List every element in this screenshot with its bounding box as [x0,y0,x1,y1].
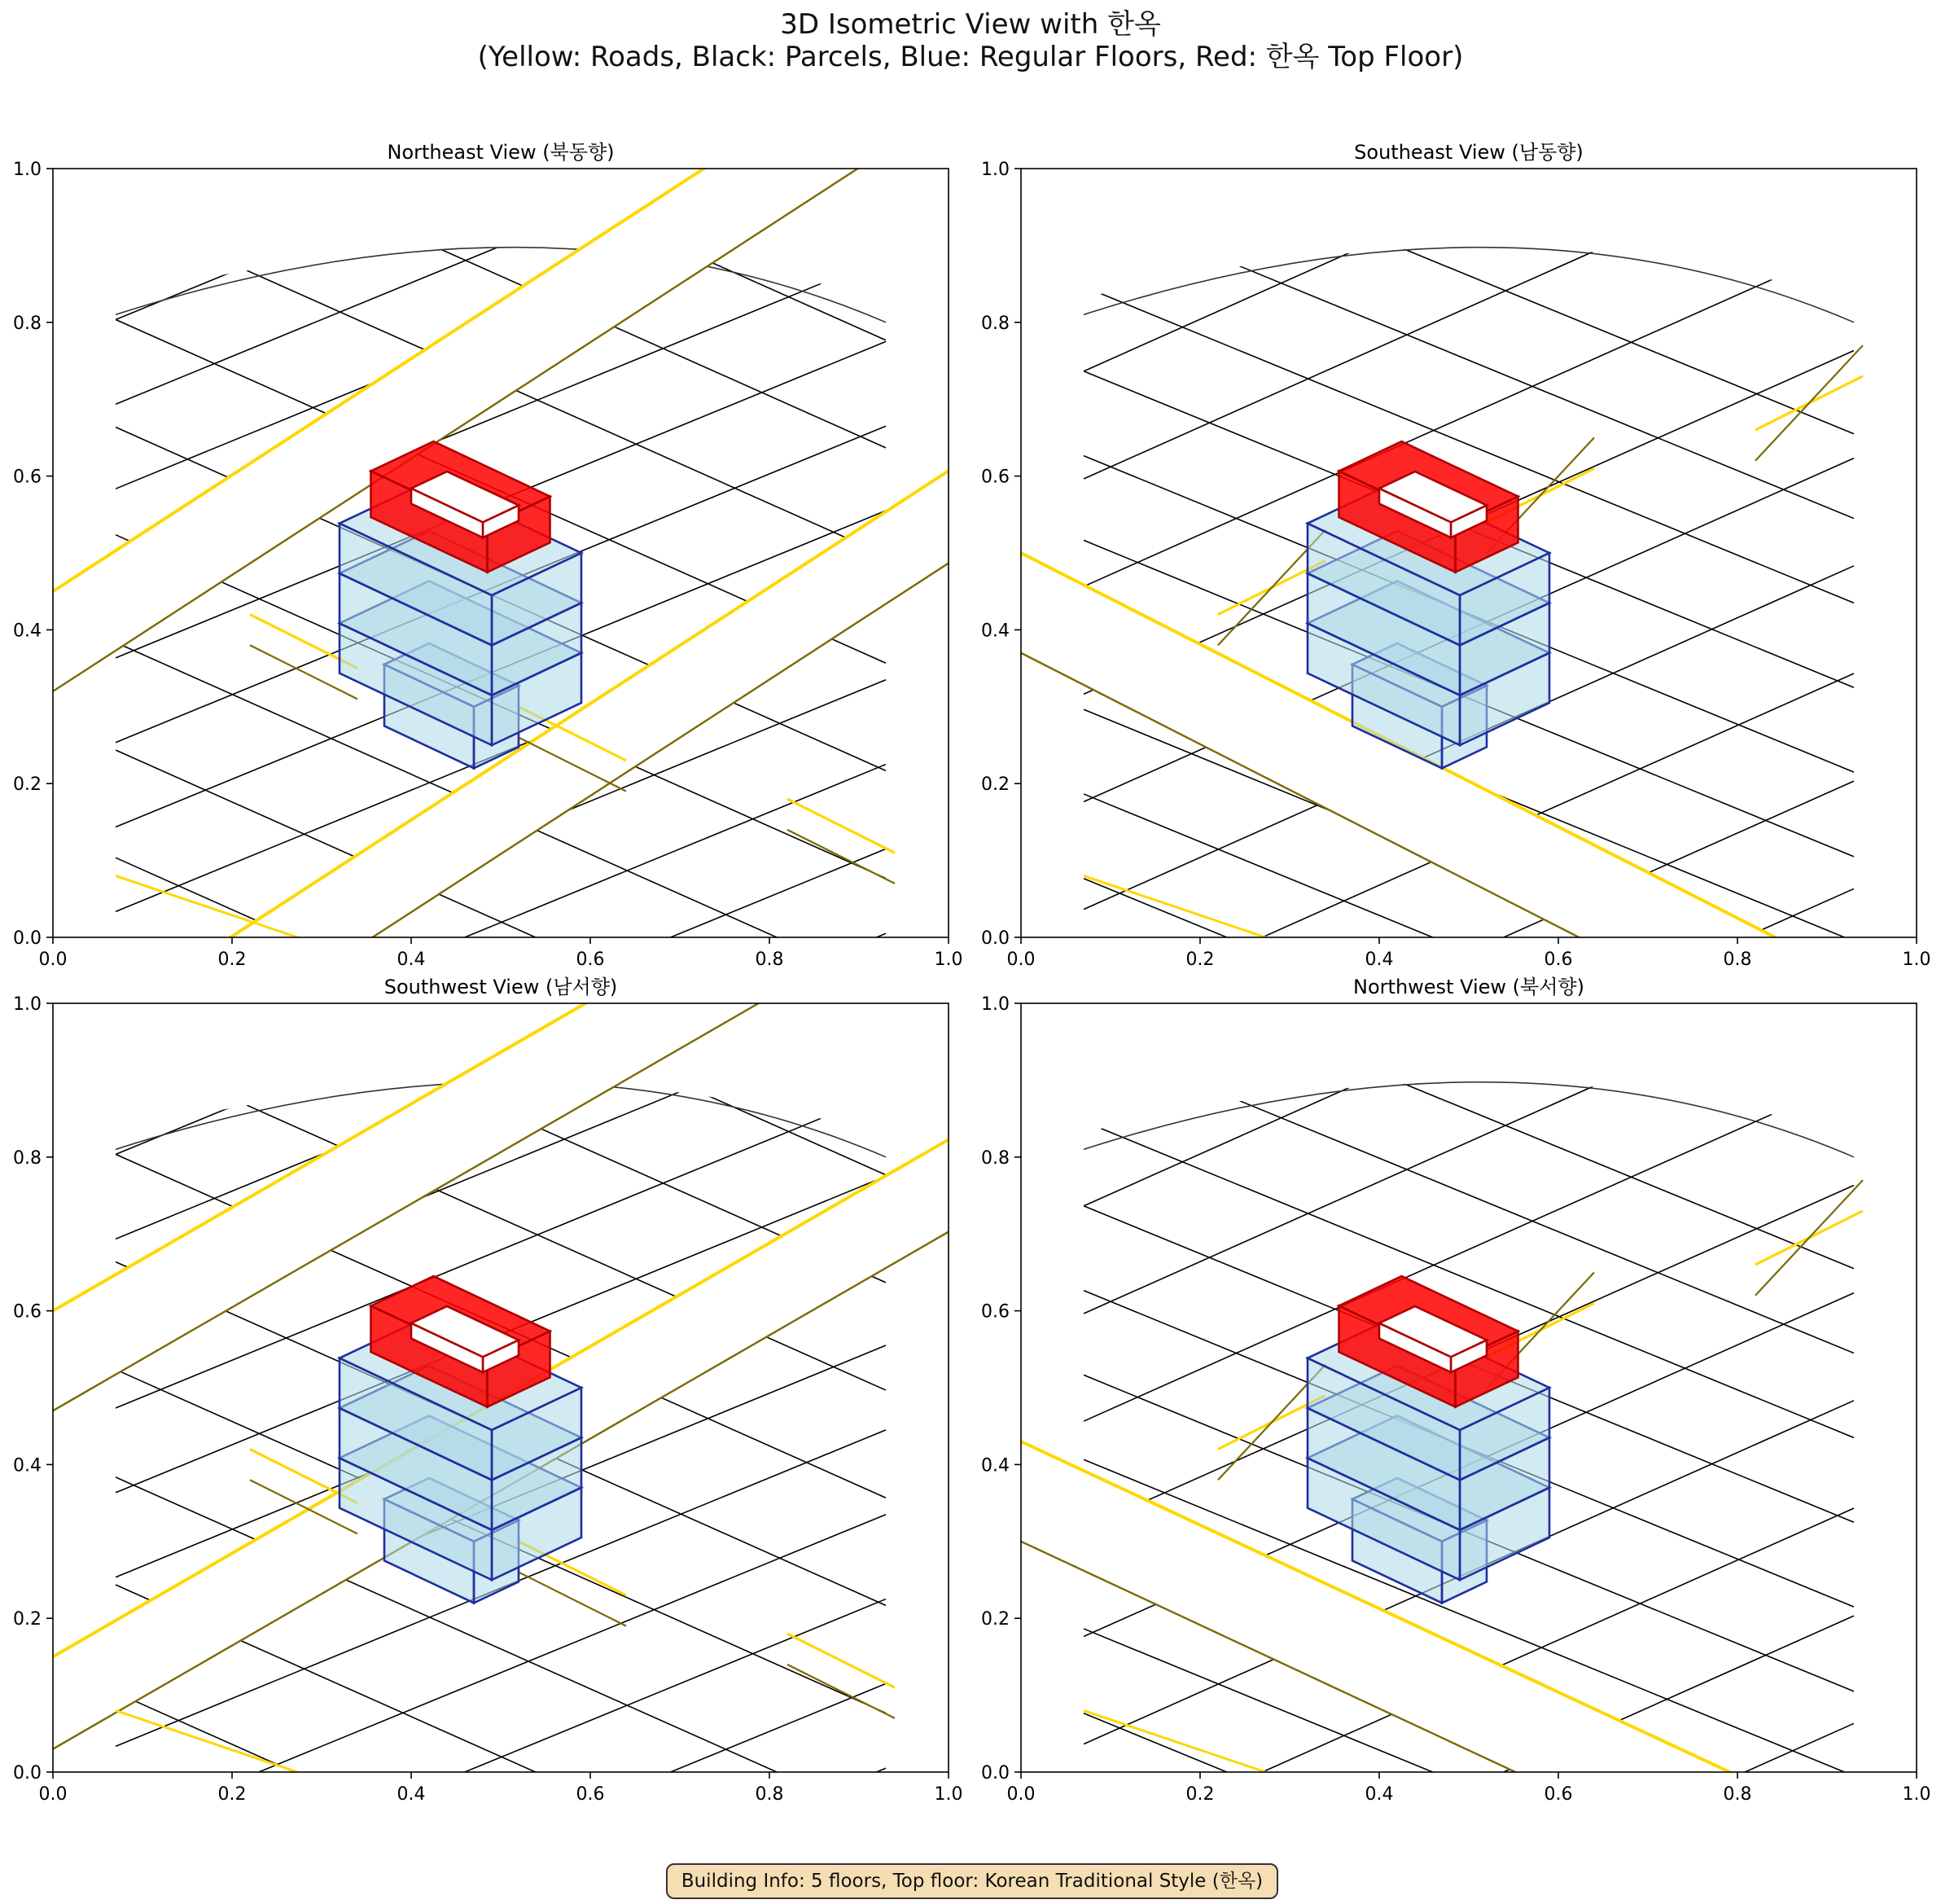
y-tick-label: 1.0 [13,160,42,180]
x-tick-label: 0.6 [576,1784,605,1805]
panel-title: Southeast View (남동향) [1354,141,1584,164]
y-tick-label: 0.8 [981,313,1010,334]
y-tick-label: 1.0 [981,994,1010,1015]
y-tick-label: 0.6 [13,1301,42,1323]
x-tick-label: 1.0 [1902,950,1931,970]
panel-title: Southwest View (남서향) [383,976,618,998]
side-road [787,830,895,884]
x-tick-label: 0.8 [755,1784,784,1805]
x-tick-label: 0.4 [1365,1784,1394,1805]
side-road [116,1710,411,1810]
parcel-line [1084,0,1854,156]
figure-subtitle: (Yellow: Roads, Black: Parcels, Blue: Regular Floors, Red: 한옥 Top Floor) [477,41,1464,73]
parcel-line [116,0,886,151]
x-tick-label: 0.0 [1006,1784,1036,1805]
panel-title: Northeast View (북동향) [387,141,615,164]
y-tick-label: 0.4 [13,621,42,642]
y-tick-label: 0.2 [13,774,42,796]
x-tick-label: 0.4 [1365,950,1394,970]
parcel-line [1084,0,1854,48]
x-tick-label: 0.4 [397,950,426,970]
y-tick-label: 1.0 [13,994,42,1015]
parcel-line [1084,952,1854,1268]
y-tick-label: 0.8 [13,313,42,334]
x-tick-label: 0.8 [1723,950,1752,970]
y-tick-label: 0.4 [13,1455,42,1476]
y-tick-label: 0.6 [981,467,1010,488]
x-tick-label: 0.4 [397,1784,426,1805]
x-tick-label: 0.6 [576,950,605,970]
x-tick-label: 0.0 [1006,950,1036,970]
x-tick-label: 0.0 [38,1784,68,1805]
x-tick-label: 0.2 [217,950,247,970]
side-road [1755,1180,1863,1296]
x-tick-label: 1.0 [934,1784,963,1805]
y-tick-label: 1.0 [981,160,1010,180]
x-tick-label: 0.8 [755,950,784,970]
y-tick-label: 0.0 [981,1763,1010,1783]
building [1308,1276,1549,1603]
y-tick-label: 0.2 [981,1609,1010,1630]
building [340,441,581,768]
y-tick-label: 0.2 [981,774,1010,796]
figure-title: 3D Isometric View with 한옥 [780,8,1161,41]
x-tick-label: 0.2 [1185,1784,1215,1805]
x-tick-label: 0.0 [38,950,68,970]
side-road [1755,345,1863,461]
y-tick-label: 0.8 [13,1147,42,1169]
x-tick-label: 1.0 [934,950,963,970]
building-info-box: Building Info: 5 floors, Top floor: Korean Traditional Style (한옥) [666,1863,1278,1899]
x-tick-label: 0.6 [1544,1784,1573,1805]
y-tick-label: 0.0 [13,1763,42,1783]
x-tick-label: 0.2 [1185,950,1215,970]
side-road [1084,1710,1379,1810]
y-tick-label: 0.8 [981,1147,1010,1169]
y-tick-label: 0.2 [13,1609,42,1630]
y-tick-label: 0.0 [981,928,1010,949]
y-tick-label: 0.4 [981,1455,1010,1476]
parcel-line [116,0,886,66]
y-tick-label: 0.0 [13,928,42,949]
x-tick-label: 0.2 [217,1784,247,1805]
parcel-line [1084,117,1854,433]
y-tick-label: 0.4 [981,621,1010,642]
y-tick-label: 0.6 [13,467,42,488]
side-road [787,799,895,853]
x-tick-label: 0.8 [1723,1784,1752,1805]
side-road [787,1634,895,1687]
x-tick-label: 1.0 [1902,1784,1931,1805]
side-road [1084,875,1379,976]
side-road [519,1573,626,1626]
panel-title: Northwest View (북서향) [1353,976,1584,998]
y-tick-label: 0.6 [981,1301,1010,1323]
x-tick-label: 0.6 [1544,950,1573,970]
side-road [787,1665,895,1718]
